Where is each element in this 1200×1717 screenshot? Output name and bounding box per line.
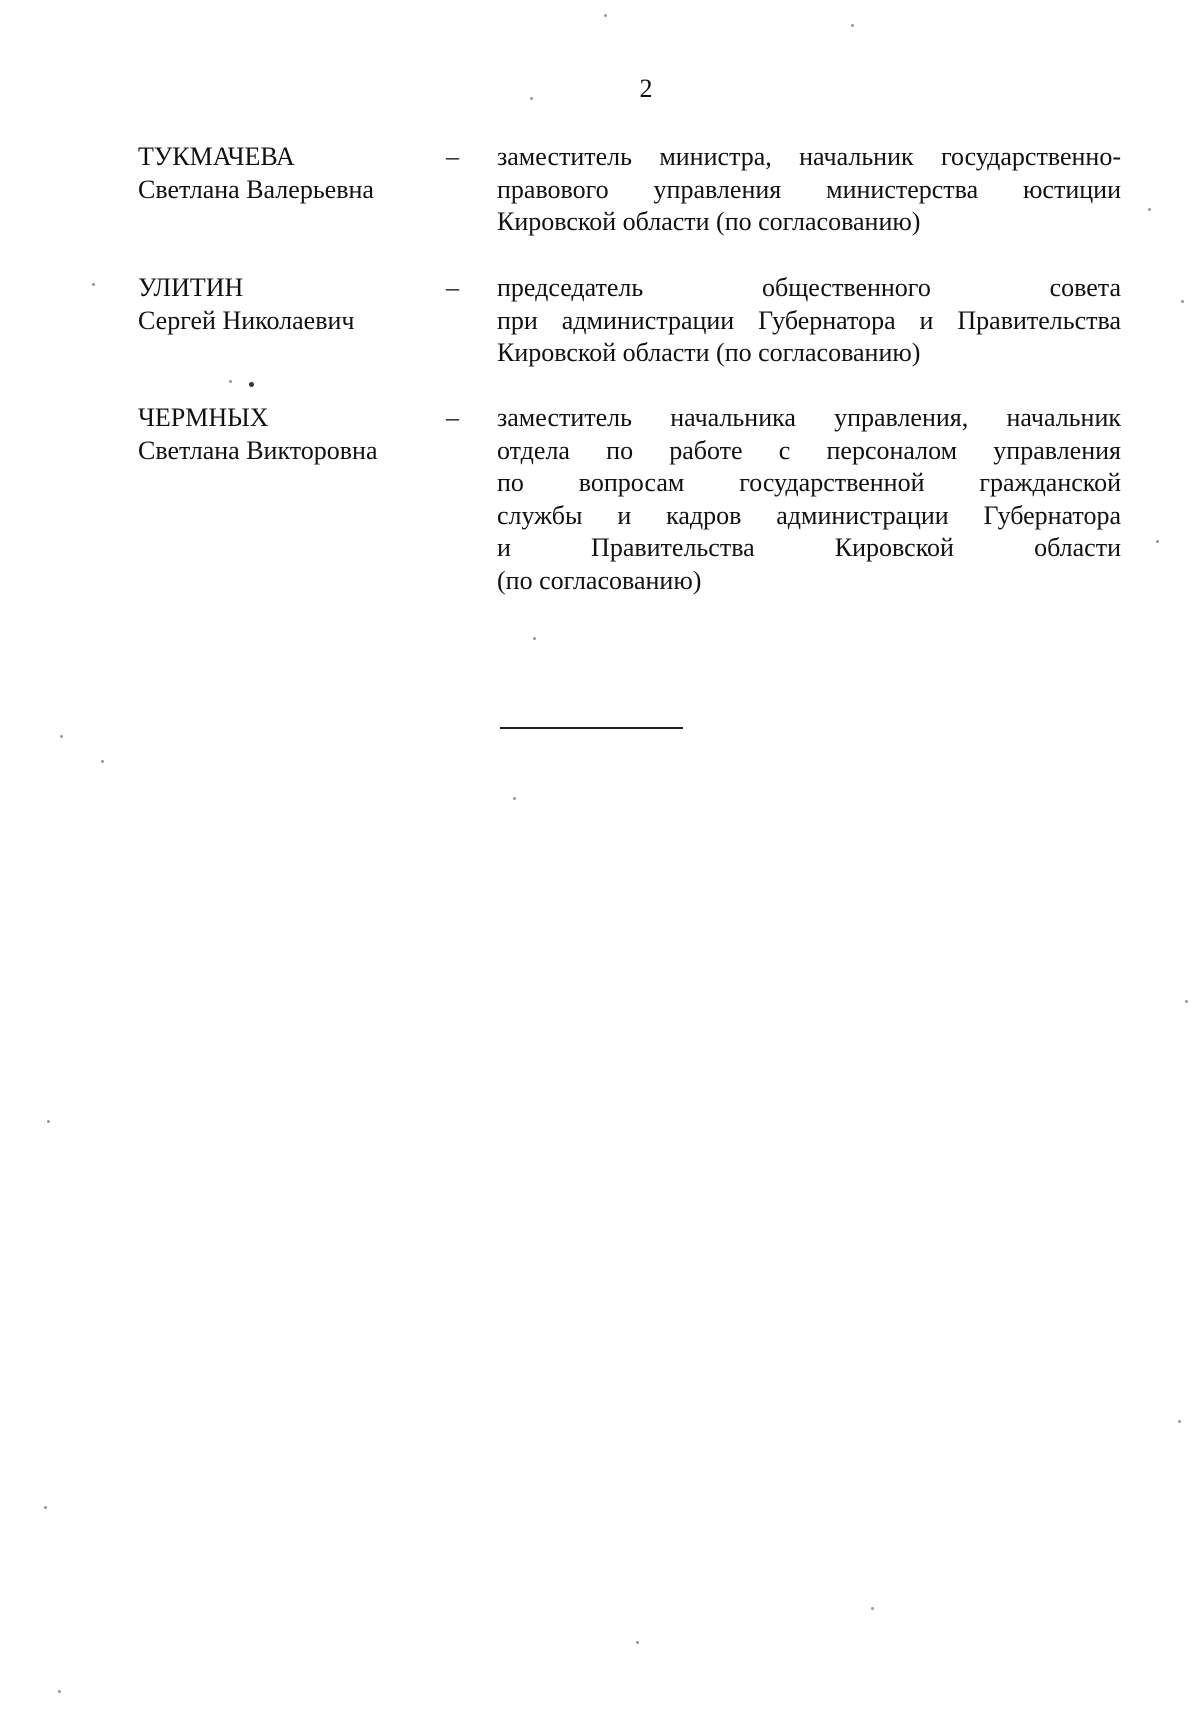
scan-speck: [58, 1690, 61, 1693]
scan-speck: [47, 1120, 50, 1123]
scan-speck: [249, 382, 254, 387]
position-line: Кировской области (по согласованию): [497, 338, 921, 367]
scan-speck: [1185, 1000, 1188, 1003]
position-line: Кировской области (по согласованию): [497, 207, 921, 236]
position-line: заместитель начальника управления, начальник: [497, 403, 1121, 432]
scan-speck: [92, 283, 95, 286]
member-surname: ТУКМАЧЕВА: [138, 142, 295, 171]
scan-speck: [604, 14, 607, 17]
scan-speck: [636, 1641, 639, 1644]
dash-separator: –: [446, 273, 459, 302]
member-surname: УЛИТИН: [138, 273, 244, 302]
position-line: службы и кадров администрации Губернатора: [497, 500, 1121, 530]
position-line: заместитель министра, начальник государственно-: [497, 142, 1121, 171]
scan-speck: [513, 797, 516, 800]
member-given-name: Светлана Валерьевна: [138, 174, 374, 204]
position-line: и Правительства Кировской области: [497, 533, 1121, 562]
position-line: (по согласованию): [497, 565, 702, 595]
page-number: 2: [639, 74, 653, 103]
scan-speck: [101, 760, 104, 763]
scan-speck: [44, 1506, 47, 1509]
scan-speck: [1178, 1420, 1181, 1423]
scan-speck: [1148, 208, 1151, 211]
position-line: отдела по работе с персоналом управления: [497, 435, 1121, 465]
member-name: [138, 141, 438, 206]
member-given-name: Сергей Николаевич: [138, 305, 355, 335]
scan-speck: [229, 380, 232, 383]
position-line: при администрации Губернатора и Правительства: [497, 305, 1121, 335]
scan-speck: [1181, 300, 1184, 303]
scan-speck: [60, 735, 63, 738]
member-given-name: Светлана Викторовна: [138, 435, 378, 465]
scan-speck: [530, 97, 533, 100]
member-name: [138, 272, 438, 337]
member-position: [497, 402, 1121, 597]
scan-speck: [871, 1607, 874, 1610]
member-position: [497, 141, 1121, 239]
scan-speck: [533, 637, 536, 640]
member-name: [138, 402, 438, 467]
dash-separator: –: [446, 142, 459, 171]
member-surname: ЧЕРМНЫХ: [138, 403, 269, 432]
member-position: [497, 272, 1121, 370]
dash-separator: –: [446, 403, 459, 432]
position-line: по вопросам государственной гражданской: [497, 468, 1121, 497]
position-line: председатель общественного совета: [497, 273, 1121, 302]
position-line: правового управления министерства юстиции: [497, 174, 1121, 204]
scan-speck: [1156, 540, 1159, 543]
closing-rule: [500, 727, 683, 729]
scan-speck: [851, 24, 854, 27]
